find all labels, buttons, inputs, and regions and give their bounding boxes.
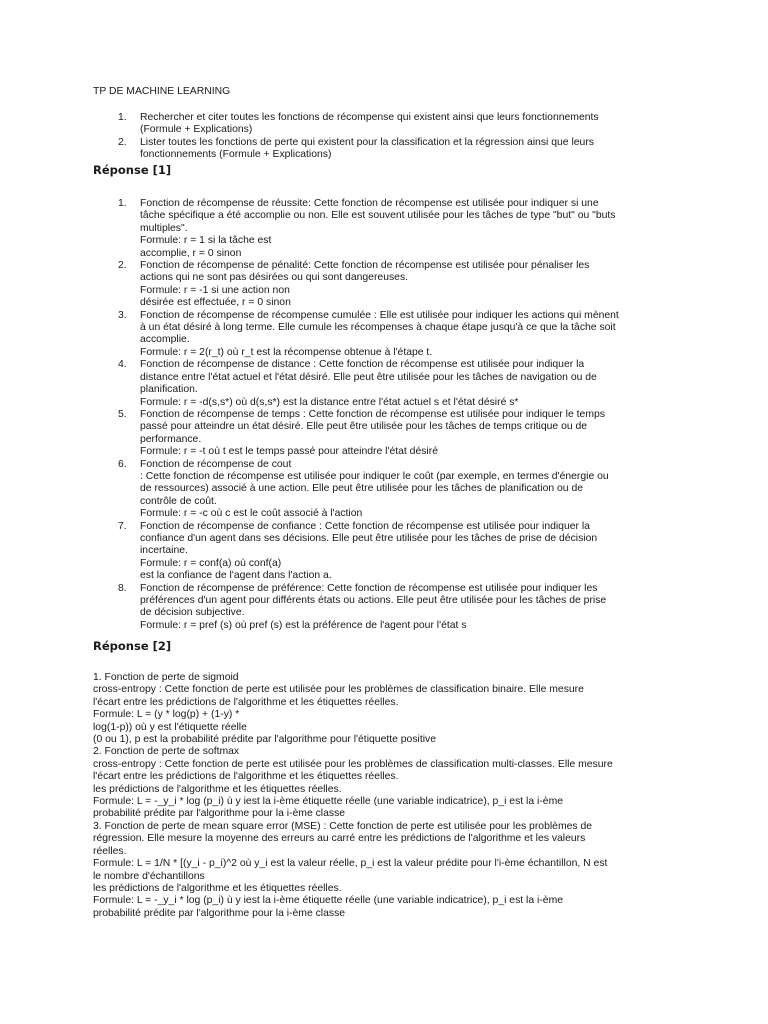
list-item-line: confiance d'un agent dans ses décisions. Elle peut être utilisée pour les tâches de prise de décision bbox=[140, 532, 598, 544]
list-item-line: est la confiance de l'agent dans l'action a. bbox=[140, 570, 332, 582]
list-item-line: Fonction de récompense de réussite: Cette fonction de récompense est utilisée pour indiquer si une bbox=[140, 198, 599, 209]
list-item-line: Fonction de récompense de distance : Cette fonction de récompense est utilisée pour indiquer la bbox=[140, 359, 585, 371]
list-item-line: accomplie, r = 0 sinon bbox=[140, 247, 242, 259]
reward-function-item bbox=[0, 310, 660, 360]
question-item bbox=[0, 112, 660, 137]
answer-2-line: l'écart entre les prédictions de l'algorithme et les étiquettes réelles. bbox=[93, 771, 399, 783]
document-title: TP DE MACHINE LEARNING bbox=[93, 86, 231, 97]
list-item-line: Formule: r = -t où t est le temps passé pour atteindre l'état désiré bbox=[140, 446, 438, 458]
list-item-line: performance. bbox=[140, 433, 202, 445]
list-item-line: Formule: r = 1 si la tâche est bbox=[140, 235, 272, 247]
answer-2-line: l'écart entre les prédictions de l'algorithme et les étiquettes réelles. bbox=[93, 696, 399, 708]
answer-2-line: le nombre d'échantillons bbox=[93, 870, 205, 882]
list-number: 5. bbox=[118, 408, 127, 420]
list-item-line: Fonction de récompense de pénalité: Cette fonction de récompense est utilisée pour pénaliser les bbox=[140, 260, 590, 272]
questions-list bbox=[0, 112, 660, 162]
list-item-line: Fonction de récompense de temps : Cette fonction de récompense est utilisée pour indiquer le temps bbox=[140, 408, 605, 420]
answer-2-line: probabilité prédite par l'algorithme pour la i-ème classe bbox=[93, 808, 346, 820]
list-item-line: (Formule + Explications) bbox=[140, 124, 253, 136]
answer-2-line: Formule: L = -_y_i * log (p_i) ù y iest la i-ème étiquette réelle (une variable indicatrice), p_i est la i-ème bbox=[93, 796, 564, 808]
list-item-line: Fonction de récompense de récompense cumulée : Elle est utilisée pour indiquer les actions qui mènent bbox=[140, 309, 619, 321]
answer-2-line: cross-entropy : Cette fonction de perte est utilisée pour les problèmes de classification binaire. Elle mesure bbox=[93, 684, 584, 696]
answer-2-line: (0 ou 1), p est la probabilité prédite par l'algorithme pour l'étiquette positive bbox=[93, 734, 437, 746]
list-number: 8. bbox=[118, 582, 127, 594]
list-item-line: passé pour atteindre un état désiré. Elle peut être utilisée pour les tâches de temps critique ou de bbox=[140, 421, 588, 433]
answer-2-line: les prédictions de l'algorithme et les étiquettes réelles. bbox=[93, 882, 342, 894]
list-number: 2. bbox=[118, 136, 127, 148]
list-item-line: Formule: r = -d(s,s*) où d(s,s*) est la distance entre l'état actuel s et l'état désiré s* bbox=[140, 396, 519, 408]
list-item-line: multiples". bbox=[140, 222, 188, 234]
list-item-line: incertaine. bbox=[140, 545, 188, 557]
answer-2-heading: Réponse [2] bbox=[93, 639, 172, 653]
reward-function-item bbox=[0, 521, 660, 583]
list-item-line: préférences d'un agent pour différents états ou actions. Elle peut être utilisée pour les tâches de prise bbox=[140, 595, 607, 606]
reward-function-item bbox=[0, 359, 660, 409]
answer-2-line: réelles. bbox=[93, 845, 127, 857]
reward-function-item bbox=[0, 459, 660, 521]
list-item-line: désirée est effectuée, r = 0 sinon bbox=[140, 297, 291, 309]
list-number: 3. bbox=[118, 309, 127, 321]
list-item-line: Fonction de récompense de préférence: Cette fonction de récompense est utilisée pour indiquer les bbox=[140, 582, 598, 594]
list-item-line: : Cette fonction de récompense est utilisée pour indiquer le coût (par exemple, en termes d'énergie ou bbox=[140, 470, 609, 482]
list-item-line: planification. bbox=[140, 384, 198, 396]
reward-function-item bbox=[0, 260, 660, 310]
list-number: 6. bbox=[118, 458, 127, 470]
answer-2-line: 1. Fonction de perte de sigmoid bbox=[93, 672, 239, 683]
list-item-line: contrôle de coût. bbox=[140, 495, 217, 507]
list-number: 1. bbox=[118, 112, 127, 123]
answer-2-line: log(1-p)) où y est l'étiquette réelle bbox=[93, 721, 247, 733]
answer-1-heading: Réponse [1] bbox=[93, 163, 172, 177]
answer-2-line: 3. Fonction de perte de mean square error (MSE) : Cette fonction de perte est utilisée pour les problèmes de bbox=[93, 820, 593, 832]
list-number: 7. bbox=[118, 520, 127, 532]
answer-2-line: régression. Elle mesure la moyenne des erreurs au carré entre les prédictions de l'algorithme et les valeurs bbox=[93, 833, 586, 845]
list-item-line: de ressources) associé à une action. Elle peut être utilisée pour les tâches de planification ou de bbox=[140, 483, 584, 495]
answer-2-line: Formule: L = (y * log(p) + (1-y) * bbox=[93, 709, 240, 721]
list-item-line: Formule: r = -c où c est le coût associé à l'action bbox=[140, 508, 363, 520]
question-item bbox=[0, 137, 660, 162]
answer-2-line: probabilité prédite par l'algorithme pour la i-ème classe bbox=[93, 907, 346, 919]
answer-2-line: cross-entropy : Cette fonction de perte est utilisée pour les problèmes de classification multi-classes. Elle mesure bbox=[93, 758, 613, 770]
answer-2-line: Formule: L = 1/N * [(y_i - p_i)^2 où y_i est la valeur réelle, p_i est la valeur prédite pour l'i-ème échantillon, N est bbox=[93, 858, 608, 870]
list-number: 4. bbox=[118, 359, 127, 371]
list-item-line: Rechercher et citer toutes les fonctions de récompense qui existent ainsi que leurs fonctionnements bbox=[140, 112, 599, 123]
answer-2-line: Formule: L = -_y_i * log (p_i) ù y iest la i-ème étiquette réelle (une variable indicatrice), p_i est la i-ème bbox=[93, 895, 564, 907]
list-item-line: accomplie. bbox=[140, 334, 190, 346]
list-number: 2. bbox=[118, 260, 127, 272]
list-item-line: Formule: r = -1 si une action non bbox=[140, 284, 290, 296]
list-item-line: Lister toutes les fonctions de perte qui existent pour la classification et la régression ainsi que leurs bbox=[140, 136, 594, 148]
list-item-line: tâche spécifique a été accomplie ou non. Elle est souvent utilisée pour les tâches de type "but" ou "buts bbox=[140, 210, 616, 222]
answer-2-line: 2. Fonction de perte de softmax bbox=[93, 746, 240, 758]
list-item-line: Formule: r = conf(a) où conf(a) bbox=[140, 557, 282, 569]
list-item-line: Fonction de récompense de cout bbox=[140, 458, 292, 470]
reward-function-item bbox=[0, 198, 660, 260]
list-number: 1. bbox=[118, 198, 127, 209]
reward-function-item bbox=[0, 583, 660, 633]
list-item-line: Formule: r = 2(r_t) où r_t est la récompense obtenue à l'étape t. bbox=[140, 346, 433, 358]
list-item-line: fonctionnements (Formule + Explications) bbox=[140, 149, 332, 161]
answer-1-list bbox=[0, 198, 660, 632]
list-item-line: actions qui ne sont pas désirées ou qui sont dangereuses. bbox=[140, 272, 409, 284]
answer-2-line: les prédictions de l'algorithme et les étiquettes réelles. bbox=[93, 783, 342, 795]
answer-2-body bbox=[93, 672, 693, 920]
reward-function-item bbox=[0, 409, 660, 459]
list-item-line: distance entre l'état actuel et l'état désiré. Elle peut être utilisée pour les tâches de navigation ou de bbox=[140, 371, 597, 383]
list-item-line: de décision subjective. bbox=[140, 607, 245, 619]
list-item-line: à un état désiré à long terme. Elle cumule les récompenses à chaque étape jusqu'à ce que la tâche soit bbox=[140, 322, 616, 334]
list-item-line: Fonction de récompense de confiance : Cette fonction de récompense est utilisée pour indiquer la bbox=[140, 520, 590, 532]
list-item-line: Formule: r = pref (s) où pref (s) est la préférence de l'agent pour l'état s bbox=[140, 619, 467, 631]
